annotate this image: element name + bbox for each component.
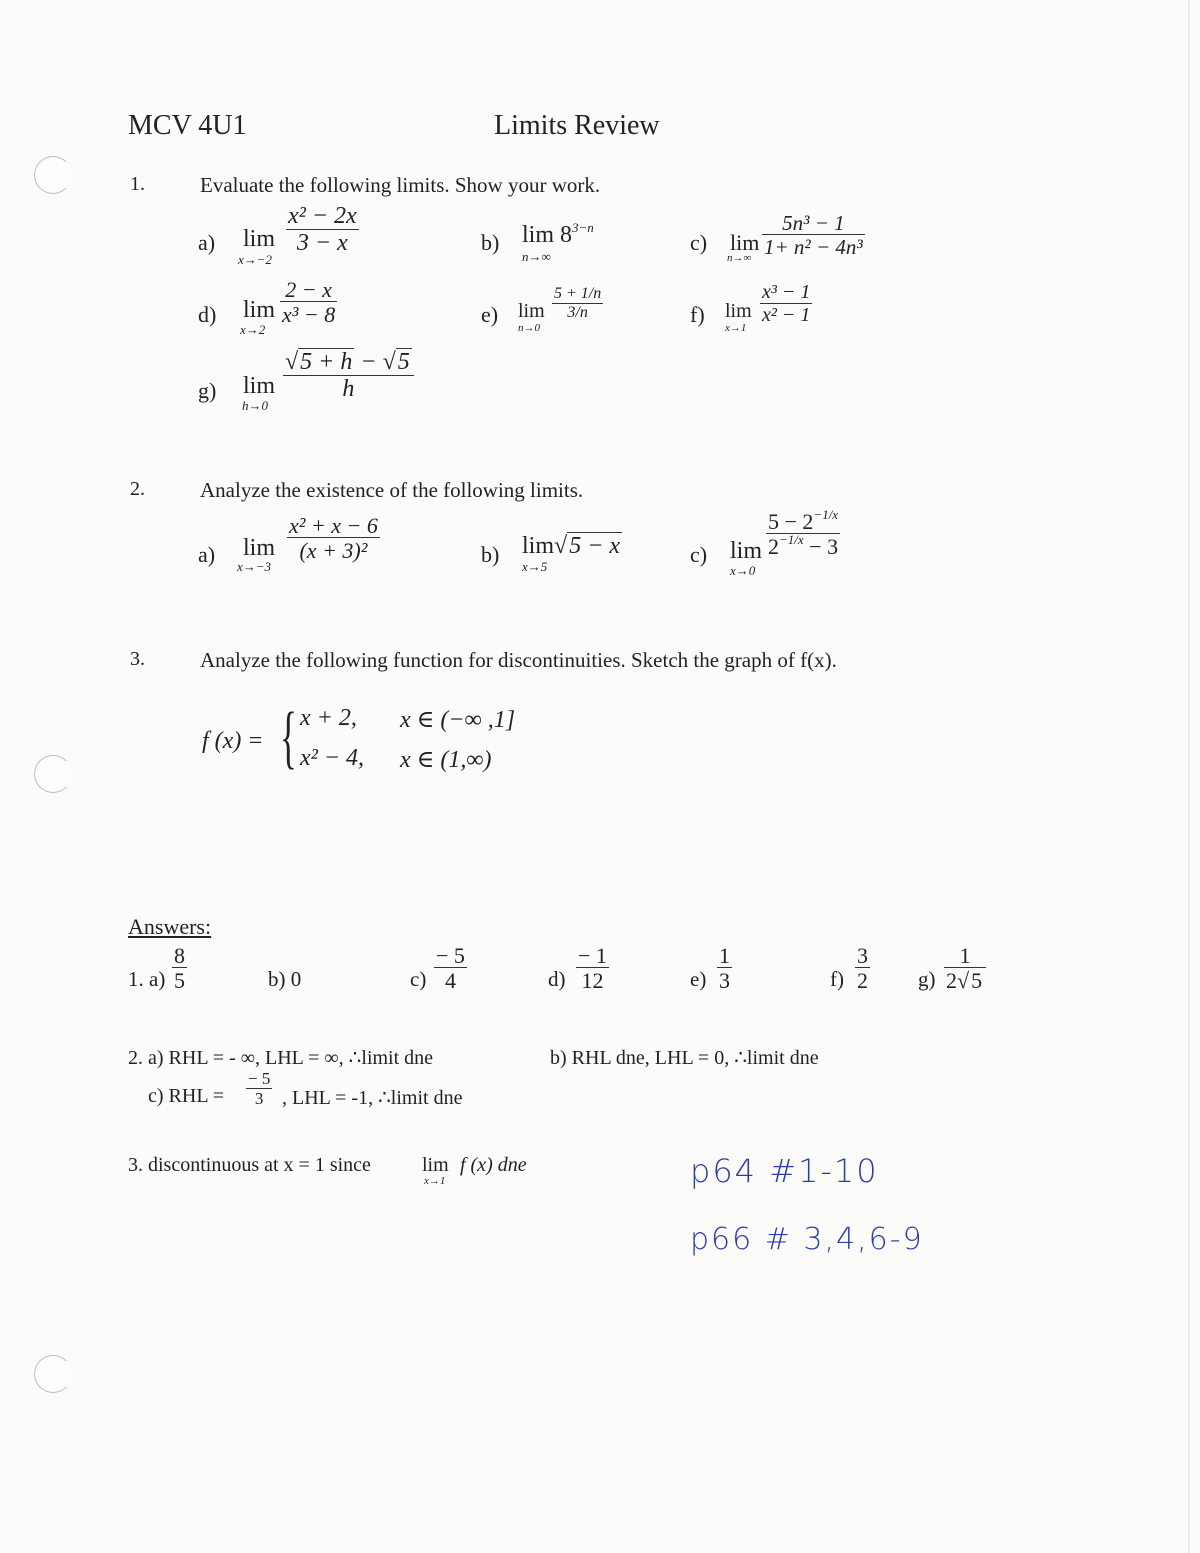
ans3-suffix: f (x) dne [460,1154,527,1176]
q1g-radicand-2: 5 [397,349,410,375]
q1g-label: g) [198,378,217,403]
answers-heading: Answers: [128,914,212,939]
q2a-numerator: x² + x − 6 [289,513,378,538]
ans1e-label: e) [690,967,707,991]
q1d-denominator: x³ − 8 [282,302,336,328]
q2b-label: b) [481,542,500,567]
ans3-lim: lim [422,1154,449,1176]
q1c-label: c) [690,230,708,255]
q1-instruction: Evaluate the following limits. Show your work. [200,173,601,197]
ans1d-numerator: − 1 [578,943,607,968]
q2-number: 2. [130,478,145,500]
q2c-numerator [766,507,840,534]
ans1c-fraction [434,944,467,993]
q1-number: 1. [130,173,145,195]
course-code: MCV 4U1 [128,110,247,141]
q1d-lim: lim [243,297,276,323]
q1a-lim: lim [243,226,276,252]
q1a-label: a) [198,230,216,255]
ans1a-numerator: 8 [174,943,185,968]
q1f-denominator: x² − 1 [762,304,811,326]
ans1f-fraction [855,944,870,993]
q1g-sub: h→0 [242,398,268,413]
q1c-fraction [762,212,865,259]
q1d-sub: x→2 [240,322,266,337]
q2a-sub: x→−3 [237,559,272,574]
q1g-numerator: √5 + h − √5 [285,349,410,375]
handwritten-note-line1: p64 #1-10 [690,1152,879,1190]
q1g-minus: − [354,349,383,375]
ans2b: b) RHL dne, LHL = 0, ∴limit dne [550,1047,819,1069]
ans1c-numerator: − 5 [436,943,465,968]
q1e-lim: lim [518,300,545,322]
q2a-denominator: (x + 3)² [299,538,368,564]
q3-function-name: f (x) = [202,728,264,754]
ans3-sub: x→1 [424,1175,446,1187]
q2c-num-exponent: −1/x [813,507,839,522]
q1g-lim: lim [243,373,276,399]
q1f-lim: lim [725,300,752,322]
ans1g-fraction [944,944,986,993]
q2c-sub: x→0 [730,563,756,578]
page-title: Limits Review [494,110,660,141]
ans1g-den-coef: 2 [946,968,957,994]
q1g-fraction [283,350,414,404]
ans1e-denominator: 3 [719,968,730,994]
q1e-denominator: 3/n [567,303,588,321]
ans1e-numerator: 1 [719,943,730,968]
q1e-numerator: 5 + 1/n [554,285,602,302]
q1f-label: f) [690,302,705,327]
ans1c-denominator: 4 [444,968,456,994]
ans1f-label: f) [830,967,844,991]
q3-piece1-expr: x + 2, [300,705,357,731]
q2c-fraction [766,507,840,560]
q1c-numerator: 5n³ − 1 [782,211,845,235]
q1b-exponent: 3−n [572,220,594,235]
ans1b: b) 0 [268,967,302,991]
ans2c-numerator: − 5 [248,1069,271,1088]
q3-piece1-domain: x ∈ (−∞ ,1] [400,707,516,733]
q1g-radicand-1: 5 + h [300,349,353,375]
q1b-expression [522,222,594,249]
q1c-denominator: 1+ n² − 4n³ [764,235,863,260]
q2b-expression: lim√5 − x [522,533,621,559]
q3-instruction: Analyze the following function for discontinuities. Sketch the graph of f(x). [200,648,837,672]
ans1g-label: g) [918,967,936,991]
q2b-sub: x→5 [522,559,548,574]
ans1e-fraction [717,944,732,993]
q2c-den-exponent: −1/x [779,532,804,548]
q3-number: 3. [130,648,145,670]
q2a-label: a) [198,542,216,567]
q1f-numerator: x³ − 1 [762,281,811,303]
q2a-lim: lim [243,535,276,561]
ans2c-prefix: c) RHL = [148,1085,225,1107]
punch-hole-middle [34,755,72,793]
q1f-fraction [760,282,812,327]
q1b-label: b) [481,230,500,255]
q2b-radicand: 5 − x [569,533,621,559]
ans1g-denominator: 2√5 [946,968,983,994]
ans2a: 2. a) RHL = - ∞, LHL = ∞, ∴limit dne [128,1047,434,1069]
q1b-sub: n→∞ [522,249,551,264]
page-edge [1188,0,1190,1553]
q1g-denominator: h [342,376,355,403]
ans2c-denominator: 3 [254,1088,264,1108]
q2c-denominator [766,534,840,559]
q1e-fraction [552,286,603,322]
q3-piece2-domain: x ∈ (1,∞) [400,747,492,773]
q1e-sub: n→0 [518,322,540,334]
handwritten-note-line2: p66 # 3,4,6-9 [690,1222,924,1257]
q1c-lim: lim [730,230,760,255]
q2c-den-base: 2 [768,534,779,560]
q3-piece2-expr: x² − 4, [300,745,365,771]
punch-hole-top [34,156,72,194]
q1a-denominator: 3 − x [296,230,348,257]
q2-instruction: Analyze the existence of the following limits. [200,478,584,502]
ans3-prefix: 3. discontinuous at x = 1 since [128,1154,371,1176]
q1f-sub: x→1 [725,322,747,334]
ans1a-fraction [172,944,187,993]
ans1g-den-radicand: 5 [971,968,983,994]
q2c-label: c) [690,542,708,567]
ans2c-fraction [246,1070,272,1108]
q1a-numerator: x² − 2x [288,203,357,229]
punch-hole-bottom [34,1355,72,1393]
ans1f-numerator: 3 [857,943,868,968]
q2c-num-base: 5 − 2 [768,509,814,534]
q2b-lim: lim [522,533,555,559]
ans2c-suffix: , LHL = -1, ∴limit dne [282,1087,463,1109]
q1c-sub: n→∞ [727,252,752,264]
ans1c-label: c) [410,967,427,991]
ans1d-denominator: 12 [581,968,604,994]
q1a-fraction [286,204,359,258]
q1b-lim: lim [522,222,555,248]
ans1d-fraction [576,944,609,993]
ans1d-label: d) [548,967,566,991]
ans1g-numerator: 1 [959,943,971,968]
q2c-lim: lim [730,538,763,564]
q1a-sub: x→−2 [238,252,273,267]
q1b-base: 8 [560,222,573,248]
q1d-label: d) [198,302,217,327]
ans1a-label: 1. a) [128,967,166,991]
q1d-fraction [280,278,337,327]
ans1f-denominator: 2 [857,968,868,994]
q2c-den-tail: − 3 [803,534,839,560]
q1e-label: e) [481,302,499,327]
q2a-fraction [287,514,380,563]
ans1a-denominator: 5 [174,968,185,994]
q3-brace: { [280,699,297,776]
q1d-numerator: 2 − x [285,277,332,302]
